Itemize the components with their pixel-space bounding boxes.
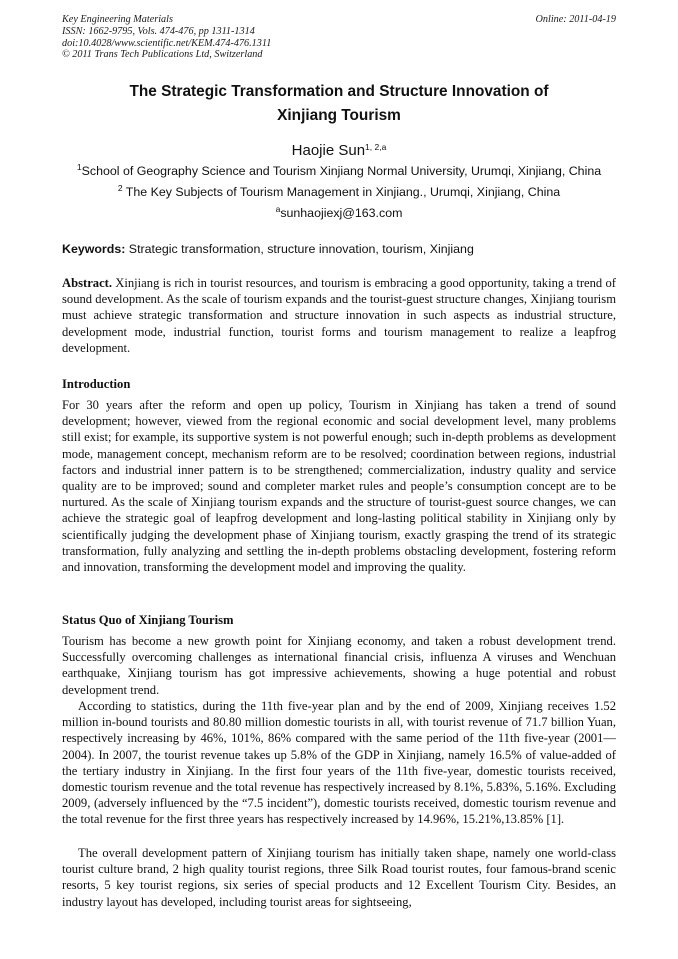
status-quo-paragraph-3: The overall development pattern of Xinjiang tourism has initially taken shape, namely one world-class tourist culture brand, 2 high quality tourist regions, three Silk Road tourist routes, four famous-brand scenic resorts, 5 key tourist regions, six series of special products and 12 Excellent Tourism City. Besides, an industry layout has developed, including tourist areas for sightseeing,	[62, 846, 616, 909]
online-date: Online: 2011-04-19	[535, 14, 616, 25]
affiliation-1-text: School of Geography Science and Tourism Xinjiang Normal University, Urumqi, Xinjiang, China	[81, 164, 602, 178]
email-address: sunhaojiexj@163.com	[280, 206, 403, 220]
section-heading-status-quo: Status Quo of Xinjiang Tourism	[62, 613, 234, 627]
introduction-paragraph: For 30 years after the reform and open up policy, Tourism in Xinjiang has taken a trend of sound development; however, viewed from the regional economic and social development level, many problems still exist; for example, its supportive system is not powerful enough; such in-depth problems as development mode, management concept, mechanism reform are to be resolved; coordination between regions, industrial factors and industrial inner pattern is to be strengthened; commercialization, industry quality and service quality are to be improved; sound and completer market rules and people’s consumption concept are to be nurtured. As the scale of Xinjiang tourism expands and the structure of tourist-guest source changes, we can achieve the strategic goal of leapfrog development and long-lasting political stability in Xinjiang only by scientifically judging the development phase of Xinjiang tourism, exactly grasping the trend of its strategic transformation, fully analyzing and settling the in-depth problems obstacling development, fostering reform and innovation, transforming the development model and improving the quality.	[62, 398, 616, 575]
author	[62, 141, 616, 161]
journal-doi: doi:10.4028/www.scientific.net/KEM.474-476.1311	[62, 37, 272, 49]
affiliation-1	[62, 163, 616, 179]
journal-issn: ISSN: 1662-9795, Vols. 474-476, pp 1311-1314	[62, 25, 255, 37]
author-affiliation-marks: 1, 2,a	[365, 142, 387, 152]
journal-header	[62, 14, 616, 61]
affiliation-2-text: The Key Subjects of Tourism Management in Xinjiang., Urumqi, Xinjiang, China	[122, 185, 561, 199]
journal-name: Key Engineering Materials	[62, 14, 173, 25]
affiliation-2-mark: 2	[117, 183, 123, 193]
abstract-label: Abstract.	[62, 276, 113, 290]
abstract-text: Xinjiang is rich in tourist resources, and tourism is embracing a good opportunity, taking a trend of sound development. As the scale of tourism expands and the tourist-guest structure changes, Xinjiang tourism must achieve strategic transformation and structure innovation in such aspects as industrial structure, development mode, industrial function, tourist forms and tourism management to realize a leapfrog development.	[62, 276, 616, 355]
affiliation-2	[62, 184, 616, 200]
email-mark: a	[275, 204, 281, 214]
author-name: Haojie Sun	[291, 142, 366, 159]
abstract	[62, 275, 616, 356]
author-email	[62, 205, 616, 221]
keywords-label: Keywords:	[62, 242, 126, 256]
paper-title	[62, 80, 616, 128]
paper-title-line-1: The Strategic Transformation and Structure Innovation of	[129, 83, 549, 100]
section-heading-introduction: Introduction	[62, 377, 131, 391]
status-quo-paragraph-2: According to statistics, during the 11th five-year plan and by the end of 2009, Xinjiang receives 1.52 million in-bound tourists and 80.80 million domestic tourists in all, with tourist revenue of 71.7 billion Yuan, respectively increasing by 46%, 101%, 86% compared with the same period of the 11th five-year (2001—2004). In 2007, the tourist revenue takes up 5.8% of the GDP in Xinjiang, namely 16.5% of value-added of the tertiary industry in Xinjiang. In the first four years of the 11th five-year, domestic tourists received, domestic tourism revenue and the total revenue has respectively increased by 8.1%, 5.83%, 5.16%. Excluding 2009, (adversely influenced by the “7.5 incident”), domestic tourists received, domestic tourism revenue and the total revenue for the first three years has respectively increased by 14.96%, 15.21%,13.85% [1].	[62, 699, 616, 827]
keywords-text: Strategic transformation, structure innovation, tourism, Xinjiang	[125, 242, 474, 256]
journal-copyright: © 2011 Trans Tech Publications Ltd, Switzerland	[62, 49, 263, 61]
affiliation-1-mark: 1	[76, 162, 82, 172]
keywords	[62, 241, 616, 257]
paper-title-line-2: Xinjiang Tourism	[277, 107, 401, 124]
status-quo-paragraph-1: Tourism has become a new growth point for Xinjiang economy, and taken a robust development trend. Successfully overcoming challenges as international financial crisis, influenza A viruses and Wenchuan earthquake, Xinjiang tourism has got impressive achievements, showing a huge potential and robust development trend.	[62, 634, 616, 697]
